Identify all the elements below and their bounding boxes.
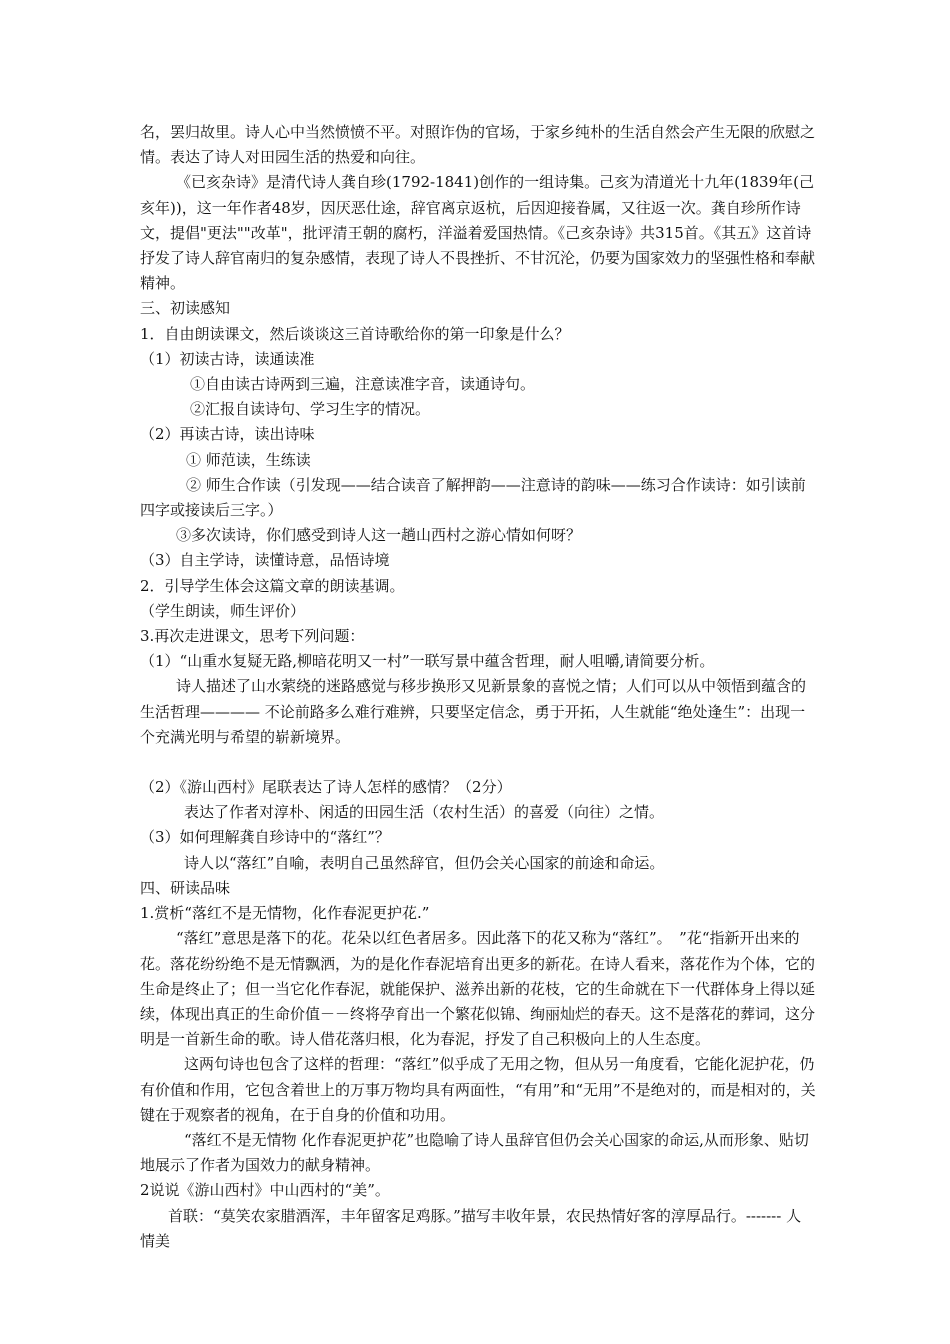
step-2-heading: （2）再读古诗，读出诗味 <box>140 425 315 444</box>
step-2-item-3: ③多次读诗，你们感受到诗人这一趟山西村之游心情如何呀？ <box>176 526 582 545</box>
question-3: 3.再次走进课文，思考下列问题： <box>140 627 365 646</box>
step-1-item-1: ①自由读古诗两到三遍，注意读准字音，读通诗句。 <box>190 375 536 394</box>
step-1-item-2: ②汇报自读诗句、学习生字的情况。 <box>190 400 431 419</box>
question-1: 1．自由朗读课文，然后谈谈这三首诗歌给你的第一印象是什么？ <box>140 324 570 343</box>
appreciation-2-heading: 2说说《游山西村》中山西村的“美”。 <box>140 1181 390 1200</box>
paragraph-jihai-background: 《已亥杂诗》是清代诗人龚自珍(1792-1841)创作的一组诗集。己亥为清道光十九年(1839年(己亥年))，这一年作者48岁，因厌恶仕途，辞官离京返杭，后因迎接眷属，又往返一次。龚自珍所作诗文，提倡"更法""改革"，批评清王朝的腐朽，洋溢着爱国热情。《己亥杂诗》共315首。《其五》这首诗抒发了诗人辞官南归的复杂感情，表现了诗人不畏挫折、不甘沉沦，仍要为国家效力的坚强性格和奉献精神。 <box>140 173 816 293</box>
step-2-item-2: ② 师生合作读（引发现——结合读音了解押韵——注意诗的韵味——练习合作读诗：如引读前四字或接读后三字。） <box>140 475 806 520</box>
appreciation-1-heading: 1.赏析“落红不是无情物，化作春泥更护花.” <box>140 904 430 923</box>
question-3-2: （2）《游山西村》尾联表达了诗人怎样的感情？（2分） <box>140 778 512 797</box>
question-2-note: （学生朗读，师生评价） <box>140 601 306 620</box>
paragraph-intro-tail: 名，罢归故里。诗人心中当然愤愤不平。对照诈伪的官场，于家乡纯朴的生活自然会产生无限的欣慰之情。表达了诗人对田园生活的热爱和向往。 <box>140 123 816 167</box>
appreciation-2-first-couplet: 首联：“莫笑农家腊酒浑，丰年留客足鸡豚。”描写丰收年景，农民热情好客的淳厚品行。------- 人情美 <box>140 1206 802 1250</box>
step-1-heading: （1）初读古诗，读通读准 <box>140 349 315 368</box>
question-3-1: （1）“山重水复疑无路,柳暗花明又一村”一联写景中蕴含哲理，耐人咀嚼,请简要分析。 <box>140 652 715 671</box>
blank-line <box>140 750 816 775</box>
step-3-heading: （3）自主学诗，读懂诗意，品悟诗境 <box>140 551 390 570</box>
answer-3-1: 诗人描述了山水萦绕的迷路感觉与移步换形又见新景象的喜悦之情；人们可以从中领悟到蕴含的生活哲理———— 不论前路多么难行难辨，只要坚定信念，勇于开拓，人生就能“绝处逢生”：出现一个充满光明与希望的崭新境界。 <box>140 677 807 746</box>
section-heading-4: 四、研读品味 <box>140 878 231 897</box>
question-2: 2．引导学生体会这篇文章的朗读基调。 <box>140 576 405 595</box>
answer-3-2: 表达了作者对淳朴、闲适的田园生活（农村生活）的喜爱（向往）之情。 <box>184 803 665 822</box>
document-page <box>140 120 816 1254</box>
section-heading-3: 三、初读感知 <box>140 299 231 318</box>
question-3-3: （3）如何理解龚自珍诗中的“落红”？ <box>140 828 390 847</box>
answer-3-3: 诗人以“落红”自喻，表明自己虽然辞官，但仍会关心国家的前途和命运。 <box>184 853 665 872</box>
appreciation-1-metaphor: “落红不是无情物 化作春泥更护花”也隐喻了诗人虽辞官但仍会关心国家的命运,从而形象、贴切地展示了作者为国效力的献身精神。 <box>140 1130 809 1175</box>
step-2-item-1: ① 师范读，生练读 <box>186 450 311 469</box>
appreciation-1-body: “落红”意思是落下的花。花朵以红色者居多。因此落下的花又称为“落红”。 ”花“指新开出来的花。落花纷纷绝不是无情飘洒，为的是化作春泥培育出更多的新花。在诗人看来，落花作为个体，它的生命是终止了；但一当它化作春泥，就能保护、滋养出新的花枝，它的生命就在下一代群体身上得以延续，体现出真正的生命价值－－终将孕育出一个繁花似锦、绚丽灿烂的春天。这不是落花的葬词，这分明是一首新生命的歌。诗人借花落归根，化为春泥，抒发了自己积极向上的人生态度。 <box>140 929 816 1049</box>
appreciation-1-philosophy: 这两句诗也包含了这样的哲理：“落红”似乎成了无用之物，但从另一角度看，它能化泥护花，仍有价值和作用，它包含着世上的万事万物均具有两面性，“有用”和“无用”不是绝对的，而是相对的，关键在于观察者的视角，在于自身的价值和功用。 <box>140 1055 816 1124</box>
